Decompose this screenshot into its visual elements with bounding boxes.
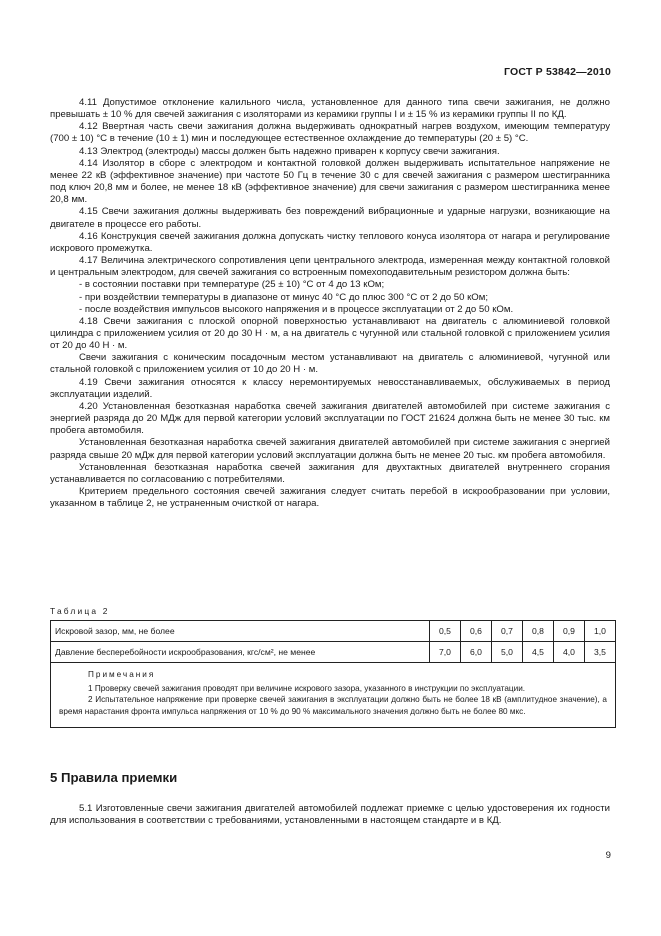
row-label: Искровой зазор, мм, не более [51, 621, 430, 642]
paragraph-4-11: 4.11 Допустимое отклонение калильного числа, установленное для данного типа свечи зажигания, не должно превышать ± 10 % для свечей зажигания с изоляторами из керамики группы I и ± 15 % из керамики группы II по КД. [50, 97, 610, 121]
paragraph-4-20-cont-3: Критерием предельного состояния свечей зажигания следует считать перебой в искрообразовании при условии, указанном в таблице 2, не устраненным очисткой от нагара. [50, 486, 610, 510]
table-cell: 4,5 [523, 642, 554, 663]
table-notes [51, 663, 616, 728]
paragraph-4-20: 4.20 Установленная безотказная наработка свечей зажигания двигателей автомобилей при системе зажигания с энергией разряда до 20 МДж для первой категории условий эксплуатации по ГОСТ 21624 должна быть не менее 30 тыс. км пробега автомобиля. [50, 400, 610, 437]
table-row [51, 642, 616, 663]
list-item: - при воздействии температуры в диапазоне от минус 40 °С до плюс 300 °С от 2 до 50 кОм; [79, 291, 489, 303]
paragraph-4-18: 4.18 Свечи зажигания с плоской опорной поверхностью устанавливают на двигатель с алюминиевой головкой цилиндра с приложением усилия от 20 до 30 Н · м, а на двигатель с чугунной или стальной головкой с приложением усилия от 20 до 40 Н · м. [50, 315, 610, 352]
table-cell: 4,0 [554, 642, 585, 663]
paragraph-4-19: 4.19 Свечи зажигания относятся к классу неремонтируемых невосстанавливаемых, обслуживаемых в период эксплуатации изделий. [50, 376, 610, 400]
notes-title: Примечания [88, 670, 156, 679]
row-label: Давление бесперебойности искрообразования, кгс/см², не менее [51, 642, 430, 663]
table-cell: 0,5 [430, 621, 461, 642]
page-number: 9 [605, 850, 611, 861]
document-header: ГОСТ Р 53842—2010 [503, 66, 611, 78]
paragraph-4-18-cont: Свечи зажигания с коническим посадочным местом устанавливают на двигатель с алюминиевой, чугунной или стальной головкой с приложением усилия от 10 до 20 Н · м. [50, 352, 610, 376]
section-title: 5 Правила приемки [50, 770, 178, 785]
table-cell: 6,0 [461, 642, 492, 663]
table-cell: 1,0 [585, 621, 616, 642]
table-cell: 7,0 [430, 642, 461, 663]
table-caption: Таблица 2 [50, 606, 110, 616]
table-cell: 0,8 [523, 621, 554, 642]
list-item: - после воздействия импульсов высокого напряжения и в процессе эксплуатации от 2 до 50 кОм. [79, 303, 514, 315]
paragraph-4-15: 4.15 Свечи зажигания должны выдерживать без повреждений вибрационные и ударные нагрузки, возникающие на двигателе в процессе его работы. [50, 206, 610, 230]
note-item: 1 Проверку свечей зажигания проводят при величине искрового зазора, указанного в инструкции по эксплуатации. [88, 684, 526, 694]
paragraph-4-14: 4.14 Изолятор в сборе с электродом и контактной головкой должен выдерживать испытательное напряжение не менее 22 кВ (эффективное значение) при частоте 50 Гц в течение 30 с для свечей зажигания с размером шестигранника под ключ 20,8 мм и более, не менее 18 кВ (эффективное значение) для свечи зажигания с размером шестигранника менее 20,8 мм. [50, 157, 610, 206]
table-cell: 0,6 [461, 621, 492, 642]
paragraph-4-17: 4.17 Величина электрического сопротивления цепи центрального электрода, измеренная между контактной головкой и центральным электродом, для свечей зажигания со встроенным помехоподавительным резистором должна быть: [50, 255, 610, 279]
paragraph-4-12: 4.12 Ввертная часть свечи зажигания должна выдерживать однократный нагрев воздухом, имеющим температуру (700 ± 10) °С в течение (10 ± 1) мин и последующее естественное охлаждение до температуры (20 ± 5) °С. [50, 121, 610, 145]
table-cell: 0,9 [554, 621, 585, 642]
body-text [50, 97, 610, 510]
table-2 [50, 620, 616, 728]
table-cell: 3,5 [585, 642, 616, 663]
paragraph-4-13: 4.13 Электрод (электроды) массы должен быть надежно приварен к корпусу свечи зажигания. [79, 145, 500, 157]
list-item: - в состоянии поставки при температуре (25 ± 10) °С от 4 до 13 кОм; [79, 279, 385, 291]
table-cell: 5,0 [492, 642, 523, 663]
table-cell: 0,7 [492, 621, 523, 642]
section-text [50, 803, 610, 827]
table-row [51, 621, 616, 642]
paragraph-4-20-cont-1: Установленная безотказная наработка свечей зажигания двигателей автомобилей при системе зажигания с энергией разряда свыше 20 мДж для первой категории условий эксплуатации должна быть не менее 20 тыс. км пробега автомобиля. [50, 437, 610, 461]
paragraph-4-20-cont-2: Установленная безотказная наработка свечей зажигания для двухтактных двигателей внутреннего сгорания устанавливается по согласованию с потребителями. [50, 461, 610, 485]
table-notes-row [51, 663, 616, 728]
note-item: 2 Испытательное напряжение при проверке свечей зажигания в эксплуатации должно быть не более 18 кВ (амплитудное значение), а время нарастания фронта импульса напряжения от 10 % до 90 % максимального значения должно быть не более 80 мкс. [59, 695, 607, 716]
paragraph-5-1: 5.1 Изготовленные свечи зажигания двигателей автомобилей подлежат приемке с целью удостоверения их годности для использования в соответствии с требованиями, установленными в настоящем стандарте и в КД. [50, 803, 610, 827]
paragraph-4-16: 4.16 Конструкция свечей зажигания должна допускать чистку теплового конуса изолятора от нагара и регулирование искрового промежутка. [50, 230, 610, 254]
